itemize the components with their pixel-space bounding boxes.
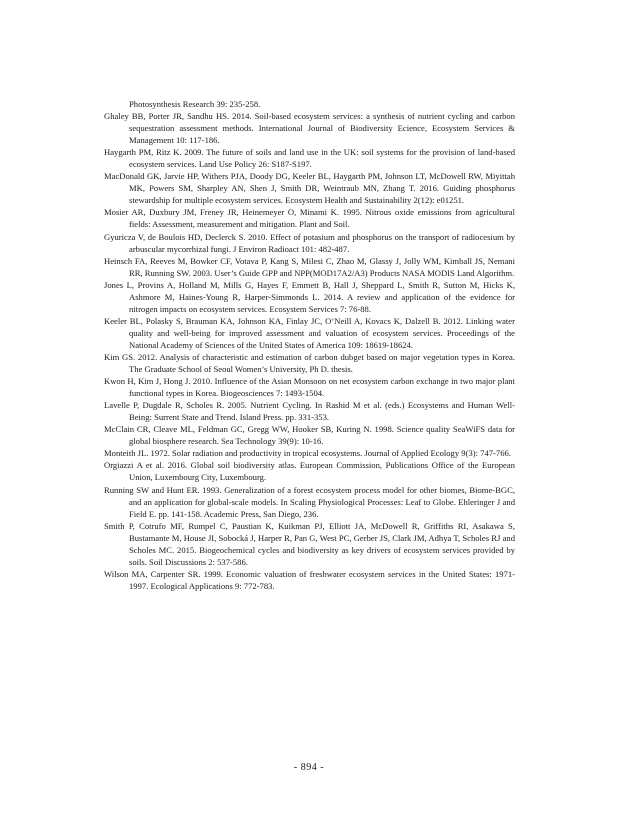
reference-entry: Photosynthesis Research 39: 235-258. (129, 99, 261, 109)
reference-entry: Smith P, Cotrufo MF, Rumpel C, Paustian K, Kuikman PJ, Elliott JA, McDowell R, Griffiths RI, Asakawa S, Bustamante M, House JI, Sobocká J, Harper R, Pan G, West PC, Gerber JS, Clark JM, Adhya T, Scholes RJ and Scholes MC. 2015. Biogeochemical cycles and biodiversity as key drivers of ecosystem services provided by soils. Soil Discussions 2: 537-586. (104, 520, 515, 567)
reference-entry: Wilson MA, Carpenter SR. 1999. Economic valuation of freshwater ecosystem services in the United States: 1971-1997. Ecological Applications 9: 772-783. (104, 568, 515, 591)
reference-entry: Jones L, Provins A, Holland M, Mills G, Hayes F, Emmett B, Hall J, Sheppard L, Smith R, Sutton M, Hicks K, Ashmore M, Haines-Young R, Harper-Simmonds L. 2014. A review and application of the evidence for nitrogen impacts on ecosystem services. Ecosystem Services 7: 76-88. (104, 279, 515, 314)
reference-entry: Mosier AR, Duxbury JM, Freney JR, Heinemeyer O, Minami K. 1995. Nitrous oxide emissions from agricultural fields: Assessment, measurement and mitigation. Plant and Soil. (104, 207, 515, 230)
reference-entry: Haygarth PM, Ritz K. 2009. The future of soils and land use in the UK: soil systems for the provision of land-based ecosystem services. Land Use Policy 26: S187-S197. (104, 147, 515, 170)
reference-entry: Monteith JL. 1972. Solar radiation and productivity in tropical ecosystems. Journal of Applied Ecology 9(3): 747-766. (104, 448, 511, 459)
reference-entry: Heinsch FA, Reeves M, Bowker CF, Votava P, Kang S, Milesi C, Zhao M, Glassy J, Jolly WM, Kimball JS, Nemani RR, Running SW. 2003. User’s Guide GPP and NPP(MOD17A2/A3) Products NASA MODIS Land Algorithm. (104, 255, 515, 278)
reference-entry: McClain CR, Cleave ML, Feldman GC, Gregg WW, Hooker SB, Kuring N. 1998. Science quality SeaWiFS data for global biosphere research. Sea Technology 39(9): 10-16. (104, 424, 515, 447)
reference-entry: Gyuricza V, de Boulois HD, Declerck S. 2010. Effect of potasium and phosphorus on the transport of radiocesium by arbuscular mycorrhizal fungi. J Environ Radioact 101: 482-487. (104, 231, 515, 254)
reference-entry: MacDonald GK, Jarvie HP, Withers PJA, Doody DG, Keeler BL, Haygarth PM, Johnson LT, McDowell RW, Miyittah MK, Powers SM, Sharpley AN, Shen J, Smith DR, Weintraub MN, Zhang T. 2016. Guiding phosphorus stewardship for multiple ecosystem services. Ecosystem Health and Sustainability 2(12): e01251. (104, 171, 515, 206)
reference-entry: Lavelle P, Dugdale R, Scholes R. 2005. Nutrient Cycling. In Rashid M et al. (eds.) Ecosystems and Human Well-Being: Surrent State and Trend. Island Press. pp. 331-353. (104, 400, 515, 423)
page-number: - 894 - (293, 762, 325, 773)
reference-entry: Kwon H, Kim J, Hong J. 2010. Influence of the Asian Monsoon on net ecosystem carbon exchange in two major plant functional types in Korea. Biogeosciences 7: 1493-1504. (104, 376, 515, 399)
reference-entry: Keeler BL, Polasky S, Brauman KA, Johnson KA, Finlay JC, O’Neill A, Kovacs K, Dalzell B. 2012. Linking water quality and well-being for improved assessment and valuation of ecosystem services. Proceedings of the National Academy of Sciences of the United States of America 109: 18619-18624. (104, 315, 515, 350)
reference-entry: Running SW and Hunt ER. 1993. Generalization of a forest ecosystem process model for other biomes, Biome-BGC, and an application for global-scale models. In Scaling Physiological Processes: Leaf to Globe. Ehleringer J and Field E. pp. 141-158. Academic Press, San Diego, 236. (104, 484, 515, 519)
reference-list (104, 98, 515, 592)
reference-entry: Ghaley BB, Porter JR, Sandhu HS. 2014. Soil-based ecosystem services: a synthesis of nutrient cycling and carbon sequestration assessment methods. International Journal of Biodiversity Ecience, Ecosystem Services & Management 10: 117-186. (104, 111, 515, 146)
reference-entry: Orgiazzi A et al. 2016. Global soil biodiversity atlas. European Commission, Publications Office of the European Union, Luxembourg City, Luxembourg. (104, 460, 515, 483)
reference-entry: Kim GS. 2012. Analysis of characteristic and estimation of carbon dubget based on major vegetation types in Korea. The Graduate School of Seoul Women’s University, Ph D. thesis. (104, 351, 515, 375)
